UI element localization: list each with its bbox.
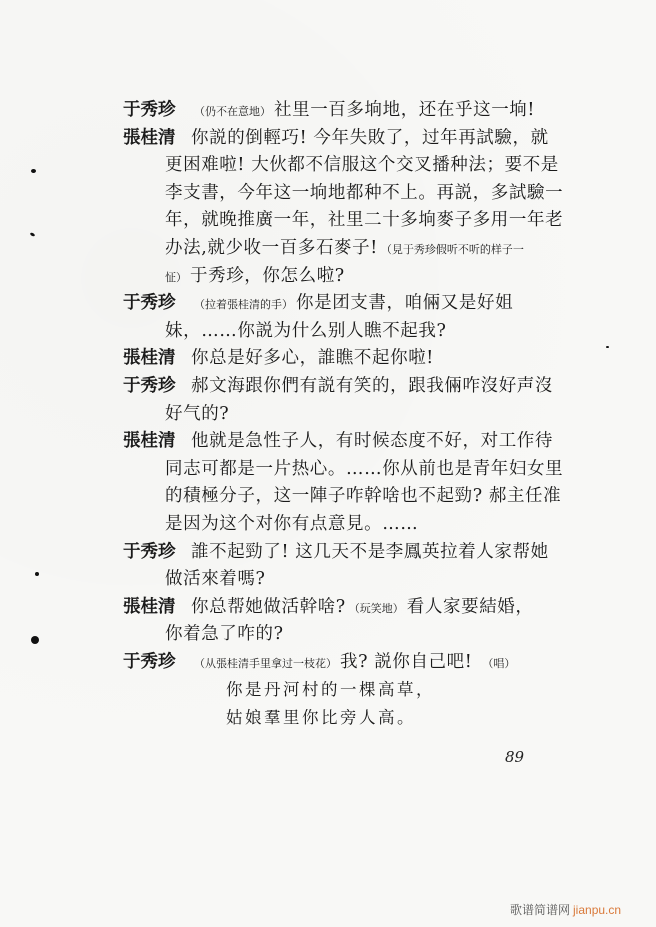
script-line	[123, 290, 583, 318]
script-line	[123, 649, 583, 677]
lyric-text: 姑娘羣里你比旁人高。	[226, 708, 416, 728]
script-body	[123, 97, 583, 732]
script-line	[123, 483, 583, 511]
stage-direction: （拉着張桂清的手）	[194, 298, 293, 312]
dialogue-text: 社里一百多垧地，还在乎这一垧!	[274, 100, 536, 120]
speaker-name: 張桂清	[123, 127, 176, 148]
watermark-text: 歌谱简谱网	[510, 903, 571, 917]
speaker-name: 于秀珍	[123, 293, 176, 314]
speaker-name: 張桂清	[123, 348, 176, 369]
speaker-name: 張桂清	[123, 596, 176, 617]
stage-direction: 怔）	[165, 270, 187, 284]
script-line	[123, 345, 583, 373]
dialogue-text: 更困难啦! 大伙都不信服这个交叉播种法；要不是	[165, 155, 559, 176]
watermark-url: jianpu.cn	[573, 903, 622, 917]
dialogue-text: 是因为这个对你有点意見。……	[165, 513, 419, 534]
dialogue-text: 你説的倒輕巧! 今年失敗了，过年再試驗，就	[191, 127, 549, 148]
song-lyric-line	[123, 676, 583, 704]
speaker-name: 于秀珍	[123, 541, 176, 562]
script-line	[123, 97, 583, 125]
scan-speck	[31, 169, 36, 173]
dialogue-text: 你总是好多心，誰瞧不起你啦!	[191, 348, 434, 369]
speaker-name: 張桂清	[123, 431, 176, 452]
dialogue-text: 办法,就少收一百多石麥子!	[165, 237, 378, 258]
script-line	[123, 428, 583, 456]
stage-direction: （見于秀珍假听不听的样子一	[380, 242, 524, 256]
script-line	[123, 373, 583, 401]
dialogue-text: 于秀珍，你怎么啦?	[190, 265, 345, 286]
speaker-name: 于秀珍	[123, 375, 176, 396]
script-line	[123, 152, 583, 180]
site-watermark	[510, 901, 621, 918]
scan-speck	[35, 572, 39, 576]
script-line	[123, 401, 583, 429]
dialogue-text: 你总帮她做活幹啥?	[191, 596, 346, 617]
script-line	[123, 456, 583, 484]
dialogue-text: 誰不起勁了! 这几天不是李鳳英拉着人家帮她	[191, 541, 549, 562]
dialogue-text: 同志可都是一片热心。……你从前也是青年妇女里	[165, 458, 564, 479]
dialogue-text: 做活來着嗎?	[165, 569, 266, 590]
dialogue-text: 年，就晚推廣一年，社里二十多垧麥子多用一年老	[165, 210, 564, 231]
lyric-text: 你是丹河村的一棵高草，	[226, 680, 435, 700]
dialogue-text: 的積極分子，这一陣子咋幹啥也不起勁? 郝主任准	[165, 486, 562, 507]
script-line	[123, 180, 583, 208]
speaker-name: 于秀珍	[123, 651, 176, 672]
script-line	[123, 125, 583, 153]
script-line	[123, 263, 583, 291]
stage-direction: （从張桂清手里拿过一枝花）	[194, 656, 337, 670]
script-line	[123, 594, 583, 622]
page-number: 89	[505, 748, 525, 766]
script-line	[123, 566, 583, 594]
scan-speck	[31, 636, 39, 644]
dialogue-text: 好气的?	[165, 403, 230, 424]
script-line	[123, 539, 583, 567]
dialogue-text: 郝文海跟你們有説有笑的，跟我倆咋沒好声沒	[191, 375, 553, 396]
song-lyric-line	[123, 704, 583, 732]
dialogue-text: 他就是急性子人，有时候态度不好，对工作待	[191, 431, 553, 452]
stage-direction: （唱）	[482, 656, 516, 670]
scan-speck	[606, 346, 609, 348]
dialogue-text: 看人家要結婚，	[406, 596, 534, 617]
stage-direction: （玩笑地）	[348, 601, 404, 615]
dialogue-text: 你是团支書，咱倆又是好姐	[296, 293, 514, 314]
script-line	[123, 511, 583, 539]
script-line	[123, 318, 583, 346]
dialogue-text: 妹，……你説为什么别人瞧不起我?	[165, 320, 447, 341]
script-line	[123, 621, 583, 649]
dialogue-text: 你着急了咋的?	[165, 624, 284, 645]
speaker-name: 于秀珍	[123, 100, 176, 120]
scan-speck	[30, 232, 36, 237]
stage-direction: （仍不在意地）	[194, 105, 271, 118]
script-line	[123, 235, 583, 263]
dialogue-text: 我? 説你自己吧!	[340, 651, 473, 672]
dialogue-text: 李支書，今年这一垧地都种不上。再説，多試驗一	[165, 182, 564, 203]
script-line	[123, 207, 583, 235]
